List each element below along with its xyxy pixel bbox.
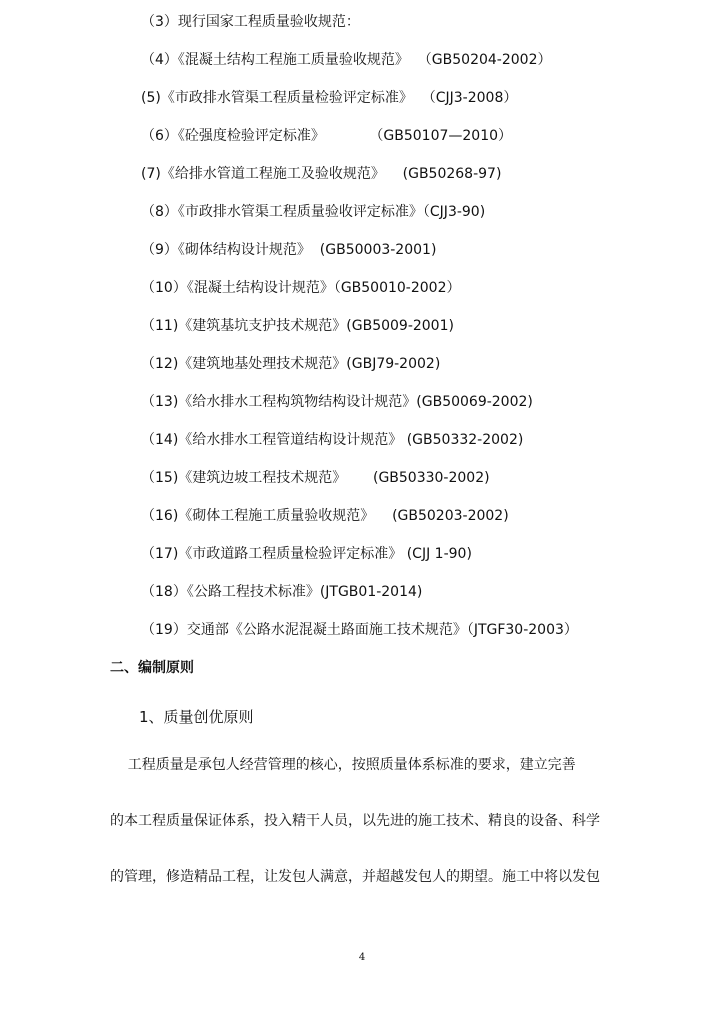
reference-item: （10）《混凝土结构设计规范》（GB50010-2002） bbox=[141, 280, 461, 296]
reference-item: （15)《建筑边坡工程技术规范》 (GB50330-2002) bbox=[141, 470, 490, 486]
paragraph-line: 工程质量是承包人经营管理的核心，按照质量体系标准的要求，建立完善 bbox=[110, 757, 576, 773]
body-paragraph bbox=[110, 755, 616, 923]
reference-item: （12)《建筑地基处理技术规范》(GBJ79-2002) bbox=[141, 356, 441, 372]
sub-heading: 1、质量创优原则 bbox=[139, 708, 254, 726]
reference-item: (7)《给排水管道工程施工及验收规范》 (GB50268-97) bbox=[141, 166, 502, 182]
reference-item: （19）交通部《公路水泥混凝土路面施工技术规范》（JTGF30-2003） bbox=[141, 622, 578, 638]
page-number: 4 bbox=[358, 952, 366, 963]
section-heading: 二、编制原则 bbox=[110, 660, 194, 676]
reference-list bbox=[141, 12, 578, 658]
reference-item: （9）《砌体结构设计规范》 (GB50003-2001) bbox=[141, 242, 437, 258]
reference-item: （11)《建筑基坑支护技术规范》(GB5009-2001) bbox=[141, 318, 454, 334]
reference-item: （14)《给水排水工程管道结构设计规范》 (GB50332-2002) bbox=[141, 432, 524, 448]
reference-item: （3）现行国家工程质量验收规范： bbox=[141, 14, 360, 30]
reference-item: (5)《市政排水管渠工程质量检验评定标准》 （CJJ3-2008） bbox=[141, 90, 518, 106]
reference-item: （16)《砌体工程施工质量验收规范》 (GB50203-2002) bbox=[141, 508, 509, 524]
reference-item: （17)《市政道路工程质量检验评定标准》 (CJJ 1-90) bbox=[141, 546, 472, 562]
paragraph-line: 的管理，修造精品工程，让发包人满意，并超越发包人的期望。施工中将以发包 bbox=[110, 869, 600, 885]
reference-item: （18）《公路工程技术标准》(JTGB01-2014) bbox=[141, 584, 423, 600]
reference-item: （6）《砼强度检验评定标准》 （GB50107—2010） bbox=[141, 128, 513, 144]
reference-item: （8）《市政排水管渠工程质量验收评定标准》（CJJ3-90) bbox=[141, 204, 486, 220]
reference-item: （13)《给水排水工程构筑物结构设计规范》(GB50069-2002) bbox=[141, 394, 533, 410]
paragraph-line: 的本工程质量保证体系，投入精干人员，以先进的施工技术、精良的设备、科学 bbox=[110, 813, 600, 829]
reference-item: （4）《混凝土结构工程施工质量验收规范》 （GB50204-2002） bbox=[141, 52, 552, 68]
